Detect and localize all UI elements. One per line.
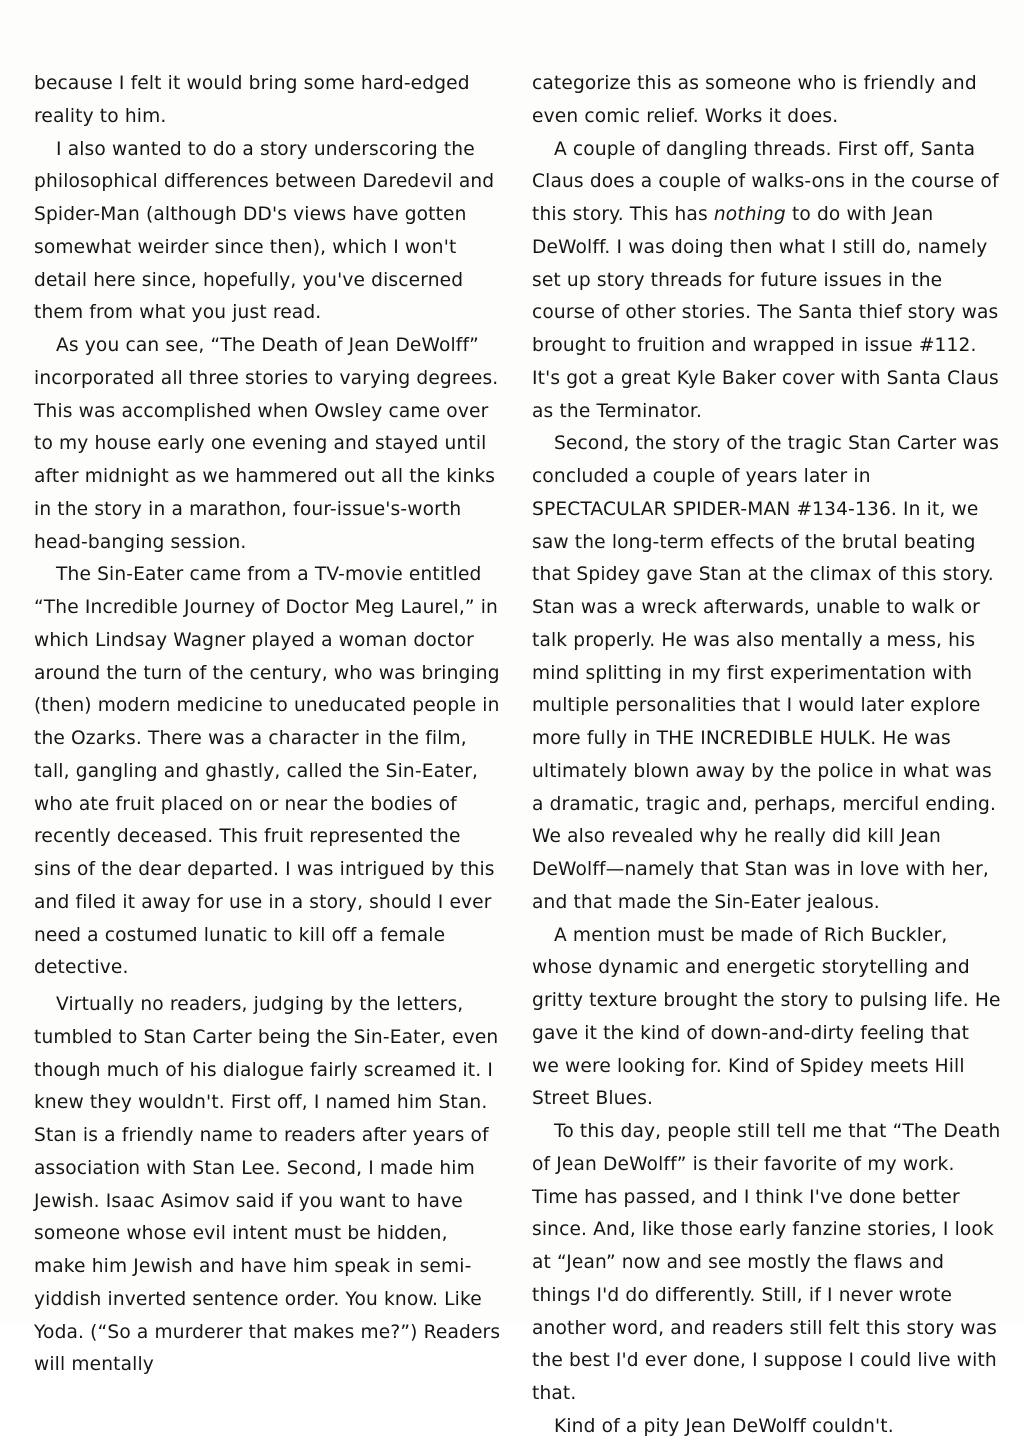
paragraph-text: A couple of dangling threads. First off, Santa Claus does a couple of walks-ons in the course of this story. This has — [532, 138, 999, 225]
left-text-column — [34, 68, 502, 1382]
paragraph: I also wanted to do a story underscoring the philosophical differences between Daredevil and Spider-Man (although DD's views have gotten somewhat weirder since then), which I won't detail here since, hopefully, you've discerned them from what you just read. — [34, 138, 495, 324]
paragraph: because I felt it would bring some hard-edged reality to him. — [34, 73, 470, 127]
paragraph — [532, 134, 1002, 429]
paragraph: categorize this as someone who is friendly and even comic relief. Works it does. — [532, 73, 977, 127]
paragraph: As you can see, “The Death of Jean DeWolff” incorporated all three stories to varying degrees. This was accomplished when Owsley came over to my house early one evening and stayed until after midnight as we hammered out all the kinks in the story in a marathon, four-issue's-worth head-banging session. — [34, 335, 499, 553]
paragraph-text: to do with Jean DeWolff. I was doing then what I still do, namely set up story threads for future issues in the course of other stories. The Santa thief story was brought to fruition and wrapped in issue #112. It's got a great Kyle Baker cover with Santa Claus as the Terminator. — [532, 204, 999, 422]
paragraph: Virtually no readers, judging by the letters, tumbled to Stan Carter being the Sin-Eater, even though much of his dialogue fairly screamed it. I knew they wouldn't. First off, I named him Stan. Stan is a friendly name to readers after years of association with Stan Lee. Second, I made him Jewish. Isaac Asimov said if you want to have someone whose evil intent must be hidden, make him Jewish and have him speak in semi-yiddish inverted sentence order. You know. Like Yoda. (“So a murderer that makes me?”) Readers will mentally — [34, 994, 501, 1376]
paragraph: A mention must be made of Rich Buckler, whose dynamic and energetic storytelling and gritty texture brought the story to pulsing life. He gave it the kind of down-and-dirty feeling that we were looking for. Kind of Spidey meets Hill Street Blues. — [532, 924, 1001, 1110]
paragraph: To this day, people still tell me that “The Death of Jean DeWolff” is their favorite of my work. Time has passed, and I think I've done better since. And, like those early fanzine stories, I look at “Jean” now and see mostly the flaws and things I'd do differently. Still, if I never wrote another word, and readers still felt this story was the best I'd ever done, I suppose I could live with that. — [532, 1121, 1001, 1404]
paragraph: The Sin-Eater came from a TV-movie entitled “The Incredible Journey of Doctor Meg Laurel,” in which Lindsay Wagner played a woman doctor around the turn of the century, who was bringing (then) modern medicine to uneducated people in the Ozarks. There was a character in the film, tall, gangling and ghastly, called the Sin-Eater, who ate fruit placed on or near the bodies of recently deceased. This fruit represented the sins of the dear departed. I was intrigued by this and filed it away for use in a story, should I ever need a costumed lunatic to kill off a female detective. — [34, 564, 500, 979]
paragraph: Kind of a pity Jean DeWolff couldn't. — [554, 1415, 894, 1437]
paragraph: Second, the story of the tragic Stan Carter was concluded a couple of years later in SPECTACULAR SPIDER-MAN #134-136. In it, we saw the long-term effects of the brutal beating that Spidey gave Stan at the climax of this story. Stan was a wreck afterwards, unable to walk or talk properly. He was also mentally a mess, his mind splitting in my first experimentation with multiple personalities that I would later explore more fully in THE INCREDIBLE HULK. He was ultimately blown away by the police in what was a dramatic, tragic and, perhaps, merciful ending. We also revealed why he really did kill Jean DeWolff—namely that Stan was in love with her, and that made the Sin-Eater jealous. — [532, 433, 1000, 913]
emphasized-text: nothing — [713, 204, 786, 225]
right-text-column — [532, 68, 1002, 1444]
